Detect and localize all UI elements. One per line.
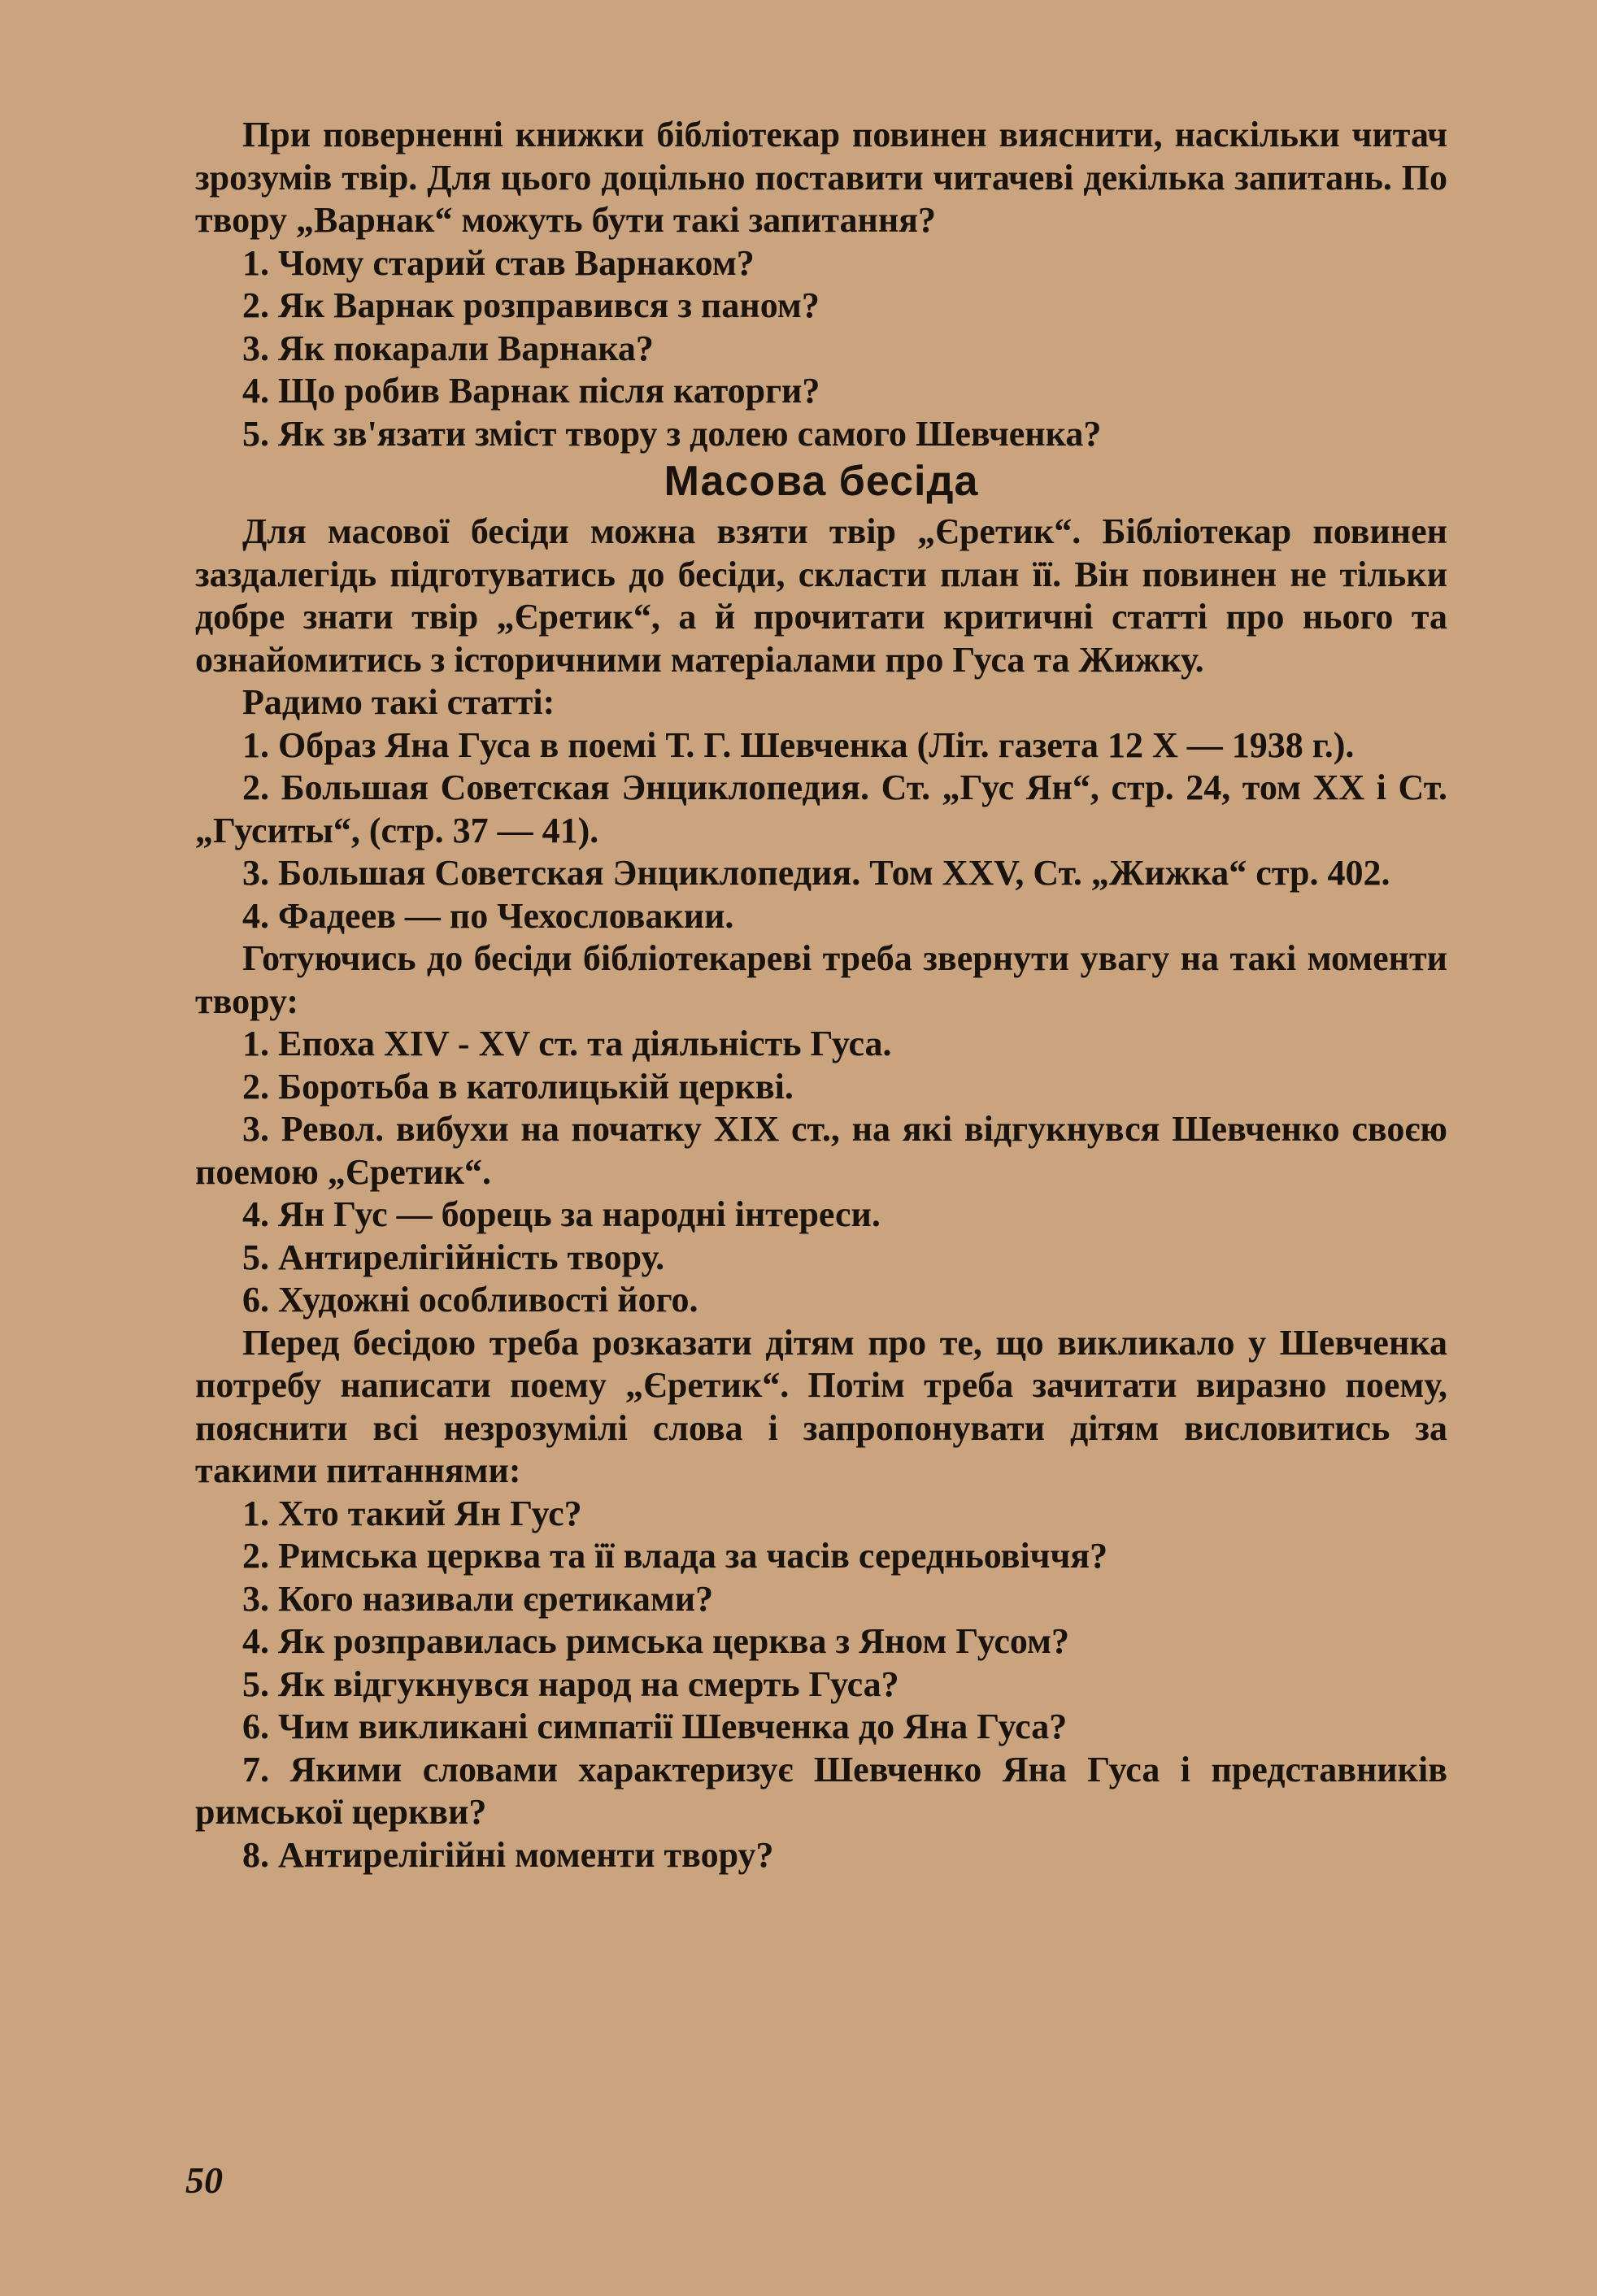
list-item: 2. Боротьба в католицькій церкві. bbox=[242, 1066, 794, 1107]
section-paragraph: Перед бесідою треба розказати дітям про те, що викликало у Шевченка потребу написати поему „Єретик“. Потім треба зачитати виразно поему, пояснити всі незрозумілі слова і запропонувати дітям висловитись за такими питаннями: bbox=[195, 1322, 1447, 1490]
articles-intro: Радимо такі статті: bbox=[242, 682, 555, 722]
list-item: 8. Антирелігійні моменти твору? bbox=[242, 1834, 774, 1875]
discussion-question-list bbox=[195, 1493, 1447, 1877]
list-item: 1. Епоха XIV - XV ст. та діяльність Гуса. bbox=[242, 1024, 892, 1063]
list-item: 4. Фадеев — по Чехословакии. bbox=[242, 895, 734, 936]
list-item: 4. Що робив Варнак після каторги? bbox=[242, 371, 820, 411]
list-item: 1. Чому старий став Варнаком? bbox=[242, 242, 755, 283]
article-list bbox=[195, 724, 1447, 938]
list-item: 5. Як зв'язати зміст твору з долею самого Шевченка? bbox=[242, 413, 1102, 454]
list-item: 7. Якими словами характеризує Шевченко Яна Гуса і представників римської церкви? bbox=[195, 1749, 1447, 1832]
list-item: 3. Кого називали єретиками? bbox=[242, 1578, 714, 1619]
list-item: 5. Антирелігійність твору. bbox=[242, 1237, 665, 1277]
list-item: 1. Образ Яна Гуса в поемі Т. Г. Шевченка (Літ. газета 12 Х — 1938 г.). bbox=[242, 724, 1355, 765]
section-paragraph: Для масової бесіди можна взяти твір „Єретик“. Бібліотекар повинен заздалегідь підготуватись до бесіди, скласти план її. Він повинен не тільки добре знати твір „Єретик“, а й прочитати критичні статті про нього та ознайомитись з історичними матеріалами про Гуса та Жижку. bbox=[195, 511, 1447, 680]
intro-paragraph: При поверненні книжки бібліотекар повинен вияснити, наскільки читач зрозумів твір. Для цього доцільно поставити читачеві декілька запитань. По твору „Варнак“ можуть бути такі запитання? bbox=[195, 115, 1447, 240]
list-item: 4. Ян Гус — борець за народні інтереси. bbox=[242, 1194, 881, 1234]
page-number: 50 bbox=[185, 2159, 223, 2201]
list-item: 5. Як відгукнувся народ на смерть Гуса? bbox=[242, 1663, 899, 1704]
list-item: 1. Хто такий Ян Гус? bbox=[242, 1493, 582, 1533]
moments-list bbox=[195, 1023, 1447, 1322]
list-item: 2. Римська церква та її влада за часів середньовіччя? bbox=[242, 1536, 1108, 1576]
list-item: 6. Художні особливості його. bbox=[242, 1280, 698, 1320]
list-item: 3. Большая Советская Энциклопедия. Том XXV, Ст. „Жижка“ стр. 402. bbox=[242, 853, 1390, 893]
list-item: 3. Револ. вибухи на початку XIX ст., на які відгукнувся Шевченко своєю поемою „Єретик“. bbox=[195, 1109, 1447, 1192]
list-item: 2. Большая Советская Энциклопедия. Ст. „Гус Ян“, стр. 24, том XX і Ст. „Гуситы“, (стр. 37 — 41). bbox=[195, 768, 1447, 850]
intro-question-list bbox=[195, 242, 1447, 456]
moments-intro: Готуючись до бесіди бібліотекареві треба звернути увагу на такі моменти твору: bbox=[195, 938, 1447, 1021]
list-item: 2. Як Варнак розправився з паном? bbox=[242, 285, 820, 325]
list-item: 6. Чим викликані симпатії Шевченка до Яна Гуса? bbox=[242, 1707, 1068, 1746]
list-item: 4. Як розправилась римська церква з Яном Гусом? bbox=[242, 1621, 1070, 1661]
book-page bbox=[195, 114, 1447, 2195]
section-heading: Масова бесіда bbox=[664, 458, 979, 505]
list-item: 3. Як покарали Варнака? bbox=[242, 328, 654, 368]
